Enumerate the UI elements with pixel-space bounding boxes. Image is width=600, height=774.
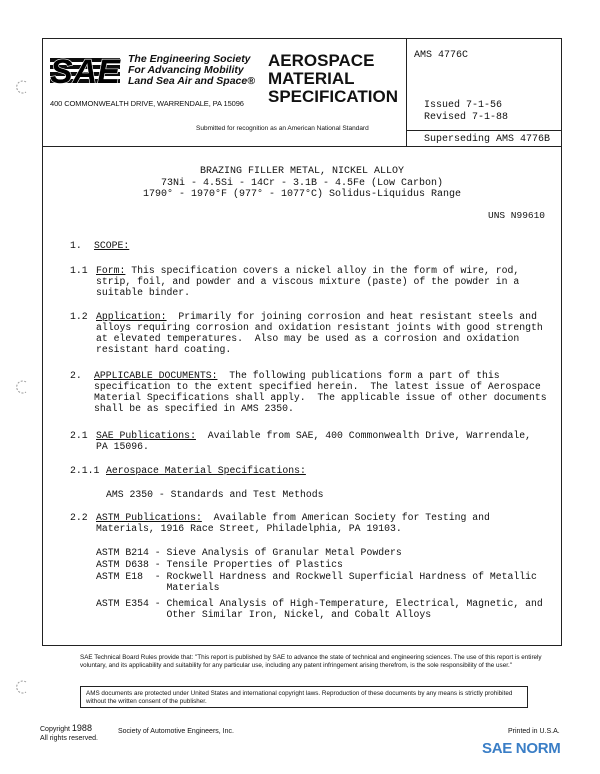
paragraph-form xyxy=(96,265,519,298)
section-number: 2.1.1 xyxy=(70,465,100,476)
ams-title xyxy=(268,52,398,106)
society-line: For Advancing Mobility xyxy=(128,64,244,76)
paragraph-astm-publications xyxy=(96,512,490,534)
section-heading-application: Application: xyxy=(96,311,167,322)
paragraph-text: Primarily for joining corrosion and heat resistant steels and alloys requiring corrosion and oxidation resistant joints with good strength at elevated temperatures. Also may be used as a corrosion and oxidation resistant hard coating. xyxy=(96,311,543,355)
section-number: 1.2 xyxy=(70,311,88,322)
list-item: ASTM E18 - Rockwell Hardness and Rockwell Superficial Hardness of Metallic Materials xyxy=(96,571,537,593)
spec-number: AMS 4776C xyxy=(414,50,469,61)
header-divider xyxy=(42,146,562,147)
society-line: The Engineering Society xyxy=(128,53,251,65)
society-address: 400 COMMONWEALTH DRIVE, WARRENDALE, PA 15096 xyxy=(50,99,244,108)
paragraph-applicable-documents xyxy=(94,370,547,414)
paragraph-sae-publications xyxy=(96,430,531,452)
printed-in: Printed in U.S.A. xyxy=(508,728,560,735)
section-heading-applicable-documents: APPLICABLE DOCUMENTS: xyxy=(94,370,218,381)
list-item: ASTM B214 - Sieve Analysis of Granular Metal Powders xyxy=(96,547,402,558)
society-name xyxy=(128,54,255,87)
issued-date: Issued 7-1-56 xyxy=(424,100,503,111)
sae-logo-icon xyxy=(48,50,122,90)
punch-hole-mark xyxy=(16,80,30,94)
title-line: 1790° - 1970°F (977° - 1077°C) Solidus-Liquidus Range xyxy=(142,189,462,200)
paragraph-text: Available from American Society for Testing and Materials, 1916 Race Street, Philadelphia, PA 19103. xyxy=(96,512,490,534)
section-number: 1. xyxy=(70,240,82,251)
board-rules-note: SAE Technical Board Rules provide that: "This report is published by SAE to advance the state of technical and engineering sciences. The use of this report is entirely voluntary, and its applicability and suitability for any particular use, including any patent infringement arising therefrom, is the sole responsibility of the user." xyxy=(80,654,542,669)
paragraph-text: The following publications form a part of this specification to the extent specified herein. The latest issue of Aerospace Material Specifications shall apply. The applicable issue of other documents shall be as specified in AMS 2350. xyxy=(94,370,547,414)
revised-date: Revised 7-1-88 xyxy=(424,112,509,123)
list-item: AMS 2350 - Standards and Test Methods xyxy=(106,489,324,500)
copyright-label: Copyright xyxy=(40,726,70,733)
copyright-notice: AMS documents are protected under United States and international copyright laws. Reproduction of these documents by any means is strictly prohibited without the written consent of the publisher. xyxy=(86,690,513,705)
section-number: 2. xyxy=(70,370,82,381)
issue-dates xyxy=(424,100,508,124)
rights-reserved: All rights reserved. xyxy=(40,735,98,742)
list-item: ASTM E354 - Chemical Analysis of High-Temperature, Electrical, Magnetic, and Other Similar Iron, Nickel, and Cobalt Alloys xyxy=(96,598,543,620)
paragraph-application xyxy=(96,311,543,355)
title-line: BRAZING FILLER METAL, NICKEL ALLOY xyxy=(199,166,405,177)
paragraph-text: Available from SAE, 400 Commonwealth Drive, Warrendale, PA 15096. xyxy=(96,430,532,452)
society-full-name: Society of Automotive Engineers, Inc. xyxy=(118,728,234,735)
punch-hole-mark xyxy=(16,380,30,394)
punch-hole-mark xyxy=(16,680,30,694)
section-number: 2.1 xyxy=(70,430,88,441)
section-heading-sae-publications: SAE Publications: xyxy=(96,430,196,441)
ams-title-line: AEROSPACE xyxy=(268,51,375,70)
superseding-divider xyxy=(406,130,562,131)
copyright-block xyxy=(40,724,98,743)
ams-title-line: MATERIAL xyxy=(268,69,355,88)
list-item: ASTM D638 - Tensile Properties of Plastics xyxy=(96,559,343,570)
section-heading-astm-publications: ASTM Publications: xyxy=(96,512,202,523)
document-title xyxy=(42,166,562,201)
ams-title-line: SPECIFICATION xyxy=(268,87,399,106)
title-line: 73Ni - 4.5Si - 14Cr - 3.1B - 4.5Fe (Low Carbon) xyxy=(160,177,444,189)
copyright-year: 1988 xyxy=(71,723,92,733)
paragraph-text: This specification covers a nickel alloy in the form of wire, rod, strip, foil, and powder and a viscous mixture (paste) of the powder in a suitable binder. xyxy=(96,265,520,298)
section-heading-form: Form: xyxy=(96,265,126,276)
superseding-note: Superseding AMS 4776B xyxy=(424,134,551,145)
society-line: Land Sea Air and Space® xyxy=(128,75,255,87)
submitted-note: Submitted for recognition as an American National Standard xyxy=(196,125,369,132)
uns-number: UNS N99610 xyxy=(488,210,546,221)
section-number: 1.1 xyxy=(70,265,88,276)
section-heading-scope: SCOPE: xyxy=(94,240,130,251)
section-number: 2.2 xyxy=(70,512,88,523)
svg-text:SAE: SAE xyxy=(50,53,120,90)
section-heading-aerospace-specs: Aerospace Material Specifications: xyxy=(106,465,306,476)
sae-norm-watermark: SAE NORM xyxy=(482,740,561,757)
